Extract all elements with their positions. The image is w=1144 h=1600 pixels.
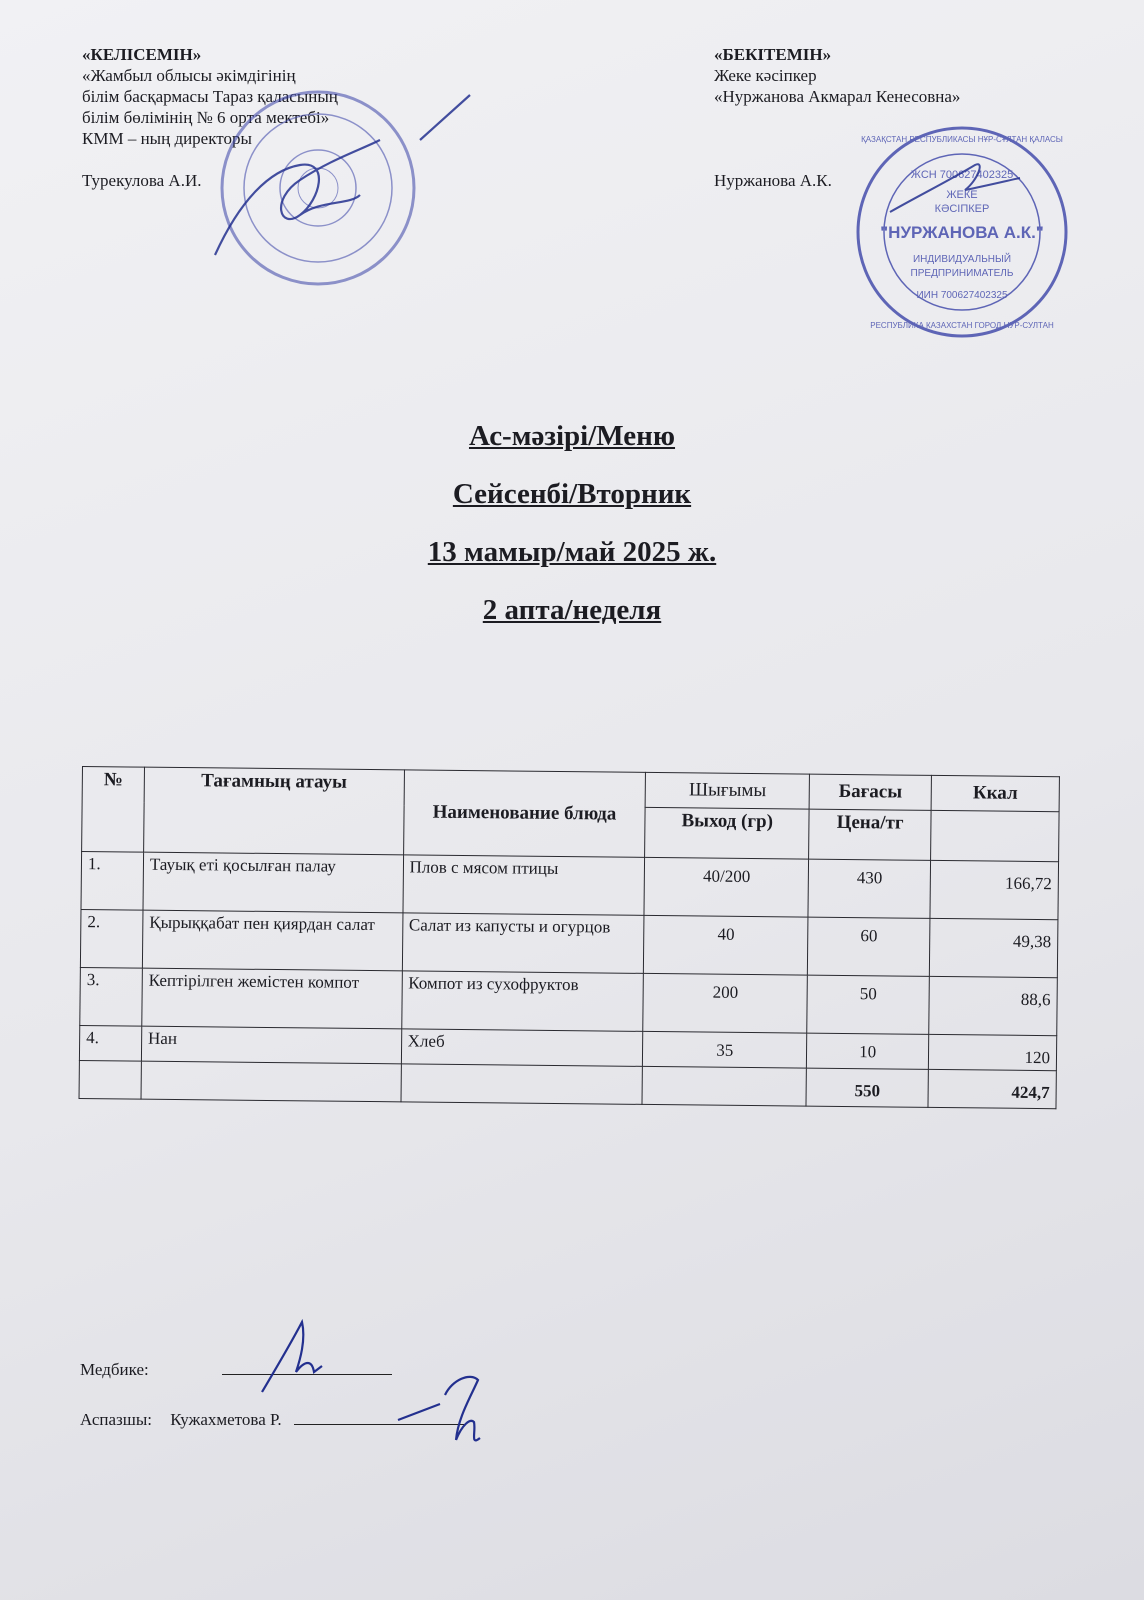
- header-yield-ru: Выход (гр): [645, 807, 809, 859]
- cell-name-kz: Кептірілген жемістен компот: [142, 968, 402, 1029]
- cell-price: 50: [807, 975, 929, 1034]
- date-title: 13 мамыр/май 2025 ж.: [427, 536, 717, 568]
- approval-left-line: білім басқармасы Тараз қаласының: [82, 87, 338, 106]
- approval-right-line: Жеке кәсіпкер: [714, 66, 817, 85]
- header-kcal: Ккал: [931, 775, 1059, 811]
- cell-name-ru: Хлеб: [401, 1029, 643, 1067]
- stamp-name: "НУРЖАНОВА А.К.": [880, 223, 1044, 242]
- cook-label: Аспазшы:: [80, 1410, 152, 1429]
- menu-title: Ас-мәзірі/Меню: [468, 420, 676, 452]
- approval-right-title: «БЕКІТЕМІН»: [714, 45, 832, 64]
- cell-name-kz: Нан: [141, 1026, 401, 1064]
- stamp-iin: ИИН 700627402325: [916, 290, 1008, 301]
- stamp-line4: ПРЕДПРИНИМАТЕЛЬ: [910, 268, 1014, 279]
- approval-left-line: «Жамбыл облысы әкімдігінің: [82, 66, 296, 85]
- cell-num: 4.: [79, 1025, 141, 1061]
- approval-left-line: білім бөлімінің № 6 орта мектебі»: [82, 108, 330, 127]
- cell-num: 2.: [80, 909, 143, 968]
- total-kcal: 424,7: [928, 1069, 1056, 1108]
- total-price: 550: [806, 1068, 928, 1107]
- cell-name-ru: Салат из капусты и огурцов: [402, 913, 644, 974]
- stamp-outer-bottom: РЕСПУБЛИКА КАЗАХСТАН ГОРОД НУР-СУЛТАН: [870, 321, 1054, 330]
- cell-kcal: 49,38: [929, 918, 1058, 977]
- header-price-kz: Бағасы: [809, 774, 931, 810]
- cell-name-ru: Компот из сухофруктов: [401, 971, 643, 1032]
- approval-left-line: КММ – ның директоры: [82, 129, 252, 148]
- header-name-ru: Наименование блюда: [403, 770, 646, 858]
- nurse-label: Медбике:: [80, 1360, 149, 1379]
- week-title: 2 апта/неделя: [482, 594, 662, 626]
- entrepreneur-stamp: [858, 128, 1066, 336]
- cell-yield: 40: [644, 915, 808, 975]
- approval-right-signatory: Нуржанова А.К.: [714, 171, 832, 190]
- stamp-jsn: ЖСН 700627402325: [910, 169, 1014, 181]
- cell-name-ru: Плов с мясом птицы: [403, 855, 645, 916]
- cell-kcal: 120: [928, 1034, 1056, 1070]
- cell-price: 60: [808, 917, 930, 976]
- stamp-line2: КӘСІПКЕР: [934, 203, 990, 215]
- header-yield-kz: Шығымы: [645, 772, 809, 809]
- header-name-kz: Тағамның атауы: [144, 767, 405, 855]
- cell-yield: 40/200: [644, 857, 808, 917]
- cell-yield: 200: [643, 973, 807, 1033]
- approval-right-line: «Нуржанова Акмарал Кенесовна»: [714, 87, 961, 106]
- stamp-outer-top: ҚАЗАҚСТАН РЕСПУБЛИКАСЫ НҰР-СҰЛТАН ҚАЛАСЫ: [861, 135, 1063, 144]
- cell-kcal: 88,6: [929, 976, 1058, 1035]
- cell-name-kz: Қырыққабат пен қиярдан салат: [142, 910, 402, 971]
- cell-name-kz: Тауық еті қосылған палау: [143, 852, 403, 913]
- stamp-line1: ЖЕКЕ: [946, 189, 978, 201]
- day-title: Сейсенбі/Вторник: [452, 478, 692, 510]
- nurse-signature: [262, 1322, 322, 1392]
- cell-price: 10: [807, 1033, 929, 1069]
- cell-num: 3.: [80, 967, 143, 1026]
- cook-signature: [398, 1377, 480, 1441]
- cook-name: Кужахметова Р.: [170, 1410, 282, 1429]
- approval-left-title: «КЕЛІСЕМІН»: [82, 45, 202, 64]
- header-num: №: [82, 767, 145, 853]
- approval-left-signatory: Турекулова А.И.: [82, 171, 202, 190]
- header-price-ru: Цена/тг: [809, 809, 931, 860]
- cell-yield: 35: [643, 1031, 807, 1068]
- cell-price: 430: [808, 859, 930, 918]
- stamp-line3: ИНДИВИДУАЛЬНЫЙ: [912, 254, 1012, 265]
- cell-kcal: 166,72: [930, 860, 1059, 919]
- cell-num: 1.: [81, 852, 144, 911]
